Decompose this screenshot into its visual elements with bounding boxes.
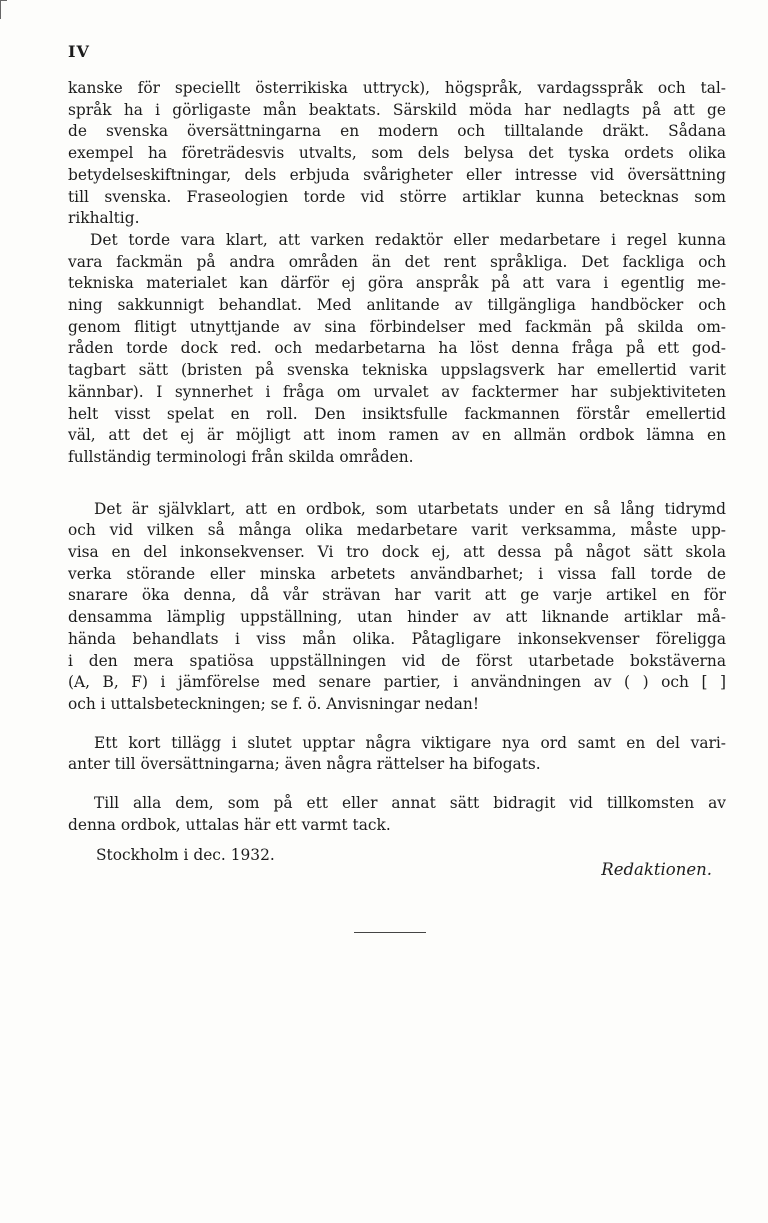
text-line: kännbar). I synnerhet i fråga om urvalet av facktermer har subjektiviteten (68, 382, 726, 401)
text-line: väl, att det ej är möjligt att inom ramen av en allmän ordbok lämna en (68, 426, 726, 445)
text-line: betydelseskiftningar, dels erbjuda svårigheter eller intresse vid översättning (68, 165, 726, 184)
text-line: Ett kort tillägg i slutet upptar några viktigare nya ord samt en del vari- (94, 733, 726, 752)
place-date: Stockholm i dec. 1932. (96, 846, 275, 864)
end-rule (354, 932, 426, 933)
text-line: Det är självklart, att en ordbok, som utarbetats under en så lång tidrymd (94, 499, 726, 518)
scan-corner-mark (0, 0, 7, 19)
text-line: tekniska materialet kan därför ej göra anspråk på att vara i egentlig me- (68, 274, 726, 293)
text-line: helt visst spelat en roll. Den insiktsfulle fackmannen förstår emellertid (68, 404, 726, 423)
text-line: visa en del inkonsekvenser. Vi tro dock ej, att dessa på något sätt skola (68, 543, 726, 562)
text-line: råden torde dock red. och medarbetarna ha löst denna fråga på ett god- (68, 339, 726, 358)
text-line: snarare öka denna, då vår strävan har varit att ge varje artikel en för (68, 586, 726, 605)
paragraph-5 (68, 793, 726, 836)
text-line: Det torde vara klart, att varken redaktör eller medarbetare i regel kunna (90, 230, 726, 249)
paragraph-4 (68, 733, 726, 776)
text-line: språk ha i görligaste mån beaktats. Särskild möda har nedlagts på att ge (68, 100, 726, 119)
text-line: i den mera spatiösa uppställningen vid de först utarbetade bokstäverna (68, 651, 726, 670)
text-line: vara fackmän på andra områden än det rent språkliga. Det fackliga och (68, 252, 726, 271)
text-line: och vid vilken så många olika medarbetare varit verksamma, måste upp- (68, 521, 726, 540)
text-line: (A, B, F) i jämförelse med senare partier, i användningen av ( ) och [ ] (68, 673, 726, 692)
paragraph-spacer (68, 716, 726, 733)
paragraph-3 (68, 499, 726, 716)
text-line: genom flitigt utnyttjande av sina förbindelser med fackmän på skilda om- (68, 317, 726, 336)
text-line: densamma lämplig uppställning, utan hinder av att liknande artiklar må- (68, 608, 726, 627)
text-line: till svenska. Fraseologien torde vid större artiklar kunna betecknas som (68, 187, 726, 206)
signature: Redaktionen. (601, 860, 712, 879)
text-line: exempel ha företrädesvis utvalts, som dels belysa det tyska ordets olika (68, 144, 726, 163)
paragraph-spacer (68, 469, 726, 499)
text-line: anter till översättningarna; även några rättelser ha bifogats. (68, 755, 541, 774)
text-line: denna ordbok, uttalas här ett varmt tack. (68, 815, 391, 834)
body-text (68, 78, 726, 837)
text-line: verka störande eller minska arbetets användbarhet; i vissa fall torde de (68, 564, 726, 583)
text-line: och i uttalsbeteckningen; se f. ö. Anvisningar nedan! (68, 694, 480, 713)
page-number: IV (68, 42, 90, 61)
text-line: hända behandlats i viss mån olika. Påtagligare inkonsekvenser föreligga (68, 629, 726, 648)
paragraph-spacer (68, 776, 726, 793)
text-line: de svenska översättningarna en modern och tilltalande dräkt. Sådana (68, 122, 726, 141)
text-line: tagbart sätt (bristen på svenska tekniska uppslagsverk har emellertid varit (68, 361, 726, 380)
text-line: rikhaltig. (68, 209, 140, 228)
text-line: ning sakkunnigt behandlat. Med anlitande av tillgängliga handböcker och (68, 296, 726, 315)
paragraph-2 (68, 230, 726, 469)
text-line: fullständig terminologi från skilda områden. (68, 447, 414, 466)
closing (96, 846, 712, 882)
text-line: kanske för speciellt österrikiska uttryck), högspråk, vardagsspråk och tal- (68, 79, 726, 97)
paragraph-1 (68, 78, 726, 230)
text-line: Till alla dem, som på ett eller annat sätt bidragit vid tillkomsten av (94, 794, 726, 813)
